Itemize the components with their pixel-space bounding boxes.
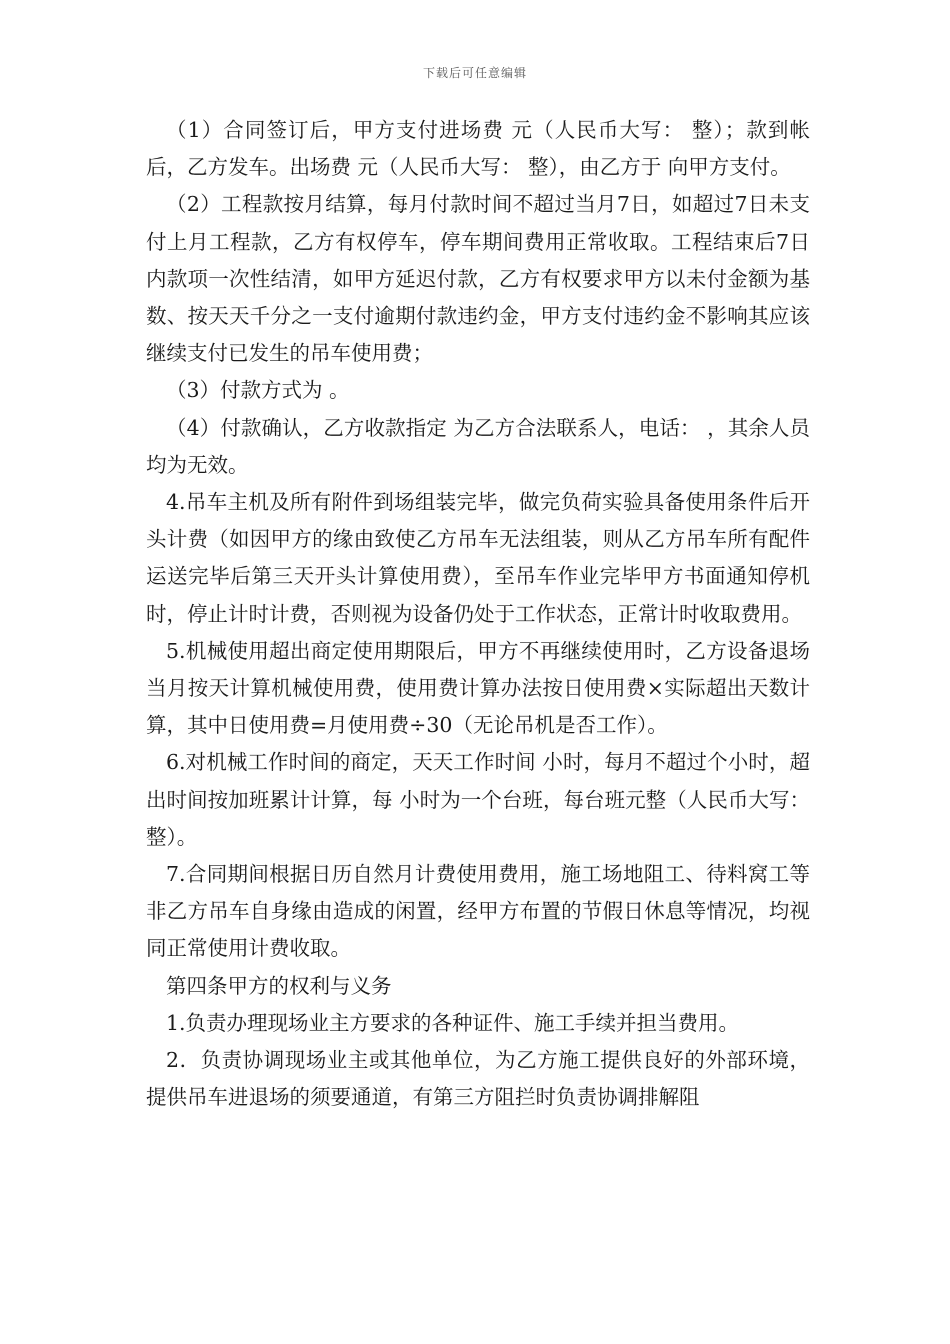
paragraph-payment-3: （3）付款方式为 。 bbox=[166, 378, 350, 403]
paragraph-clause-6: 6.对机械工作时间的商定，天天工作时间 小时，每月不超过个小时，超出时间按加班累计计算，每 小时为一个台班，每台班元整（人民币大写： 整）。 bbox=[146, 750, 810, 849]
paragraph-clause-5: 5.机械使用超出商定使用期限后，甲方不再继续使用时，乙方设备退场当月按天计算机械使用费，使用费计算办法按日使用费×实际超出天数计算，其中日使用费=月使用费÷30（无论吊机是否工作）。 bbox=[146, 638, 810, 738]
paragraph-article-4-item-1: 1.负责办理现场业主方要求的各种证件、施工手续并担当费用。 bbox=[166, 1010, 740, 1035]
paragraph-payment-1: （1）合同签订后，甲方支付进场费 元（人民币大写： 整）；款到帐后，乙方发车。出场费 元（人民币大写： 整），由乙方于 向甲方支付。 bbox=[146, 118, 810, 180]
paragraph-clause-4: 4.吊车主机及所有附件到场组装完毕，做完负荷实验具备使用条件后开头计费（如因甲方的缘由致使乙方吊车无法组装，则从乙方吊车所有配件运送完毕后第三天开头计算使用费），至吊车作业完毕甲方书面通知停机时，停止计时计费，否则视为设备仍处于工作状态，正常计时收取费用。 bbox=[146, 490, 810, 626]
page-header-note: 下载后可任意编辑 bbox=[422, 66, 527, 80]
document-body bbox=[146, 112, 810, 1116]
paragraph-article-4-item-2: 2．负责协调现场业主或其他单位，为乙方施工提供良好的外部环境，提供吊车进退场的须要通道，有第三方阻拦时负责协调排解阻 bbox=[146, 1048, 810, 1110]
paragraph-payment-4: （4）付款确认，乙方收款指定 为乙方合法联系人，电话： ，其余人员均为无效。 bbox=[146, 415, 810, 477]
paragraph-clause-7: 7.合同期间根据日历自然月计费使用费用，施工场地阻工、待料窝工等非乙方吊车自身缘由造成的闲置，经甲方布置的节假日休息等情况，均视同正常使用计费收取。 bbox=[146, 862, 810, 961]
paragraph-payment-2: （2）工程款按月结算，每月付款时间不超过当月7日，如超过7日未支付上月工程款，乙方有权停车，停车期间费用正常收取。工程结束后7日内款项一次性结清，如甲方延迟付款，乙方有权要求甲方以未付金额为基数、按天天千分之一支付逾期付款违约金，甲方支付违约金不影响其应该继续支付已发生的吊车使用费； bbox=[146, 192, 810, 366]
section-heading-article-4: 第四条甲方的权利与义务 bbox=[166, 973, 392, 998]
